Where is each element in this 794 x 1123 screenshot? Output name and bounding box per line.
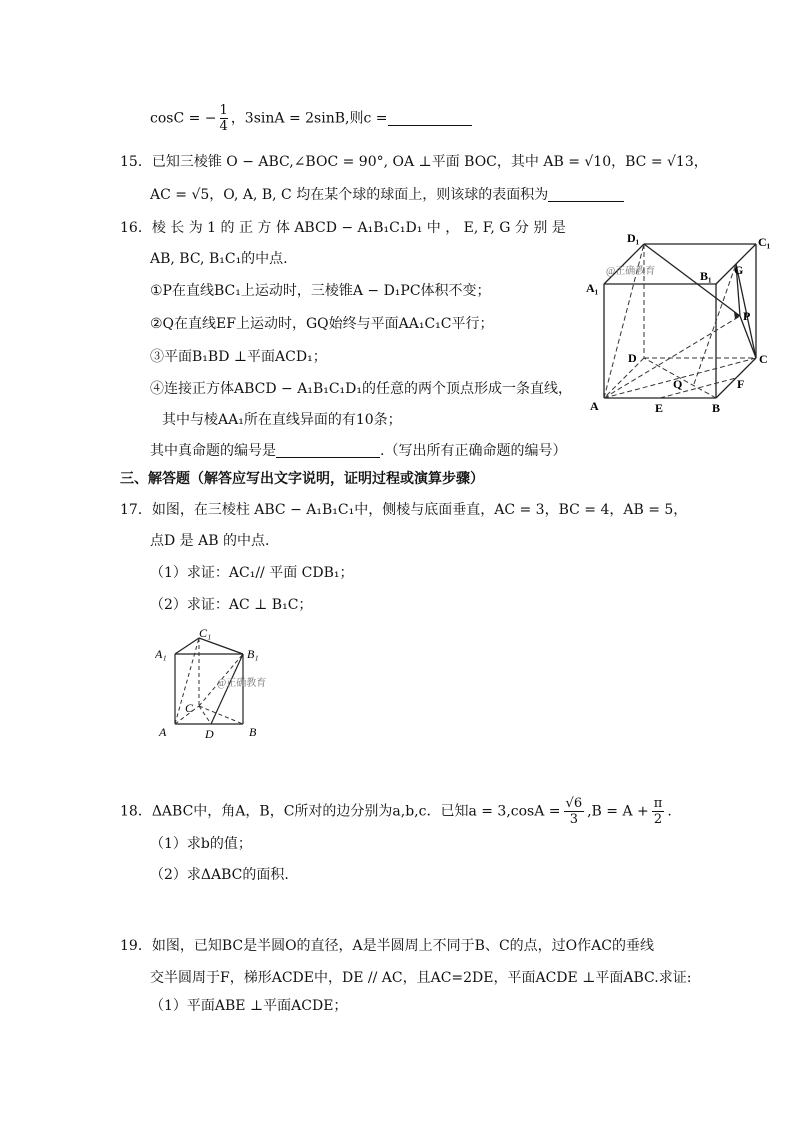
q16-statement-4b: 其中与棱AA₁所在直线异面的有10条； xyxy=(162,412,402,428)
section-3-heading: 三、解答题（解答应写出文字说明，证明过程或演算步骤） xyxy=(120,471,484,487)
q17-part-2: （2）求证：AC ⊥ B₁C； xyxy=(150,597,313,613)
q18-frac2-num: π xyxy=(653,796,663,811)
q16-question xyxy=(150,442,566,460)
q15-line-2-text: AC = √5，O, A, B, C 均在某个球的球面上，则该球的表面积为 xyxy=(150,187,549,203)
q16-question-tail: .（写出所有正确命题的编号） xyxy=(380,443,567,459)
q18-text-a: 18．ΔABC中，角A，B，C所对的边分别为a,b,c．已知a = 3,cosA = xyxy=(120,803,561,820)
q15-line-2 xyxy=(150,186,624,204)
q18-fraction-1 xyxy=(564,796,585,827)
q14-fraction xyxy=(220,103,228,134)
label-a1: A₁ xyxy=(586,281,599,295)
label-q: Q xyxy=(673,377,683,391)
label-a1: A₁ xyxy=(155,647,167,661)
q18-frac1-num: √6 xyxy=(565,796,583,811)
q14-continuation xyxy=(150,103,472,134)
label-c: C xyxy=(185,701,194,715)
label-c1: C₁ xyxy=(199,626,212,640)
label-c1: C₁ xyxy=(758,235,771,249)
label-a: A xyxy=(590,399,599,413)
prism-figure xyxy=(155,626,275,742)
q14-text-a: cosC = − xyxy=(150,110,217,127)
label-f: F xyxy=(737,377,745,391)
q17-line-2: 点D 是 AB 的中点． xyxy=(150,533,279,549)
q17-line-1: 17．如图，在三棱柱 ABC − A₁B₁C₁中，侧棱与底面垂直，AC = 3，BC = 4，AB = 5， xyxy=(120,502,688,518)
q19-part-1: （1）平面ABE ⊥平面ACDE； xyxy=(150,998,348,1014)
q16-statement-1: ①P在直线BC₁上运动时，三棱锥A − D₁PC体积不变； xyxy=(150,283,491,299)
q15-answer-blank[interactable] xyxy=(548,187,624,202)
q14-frac-den: 4 xyxy=(219,119,228,134)
label-b: B xyxy=(249,725,257,739)
label-d: D xyxy=(628,351,637,365)
prism-watermark: @正确教育 xyxy=(217,678,267,689)
q16-question-text: 其中真命题的编号是 xyxy=(150,443,276,459)
label-d1: D₁ xyxy=(627,231,640,245)
q18-fraction-2 xyxy=(652,796,665,827)
q18-text-b: ,B = A + xyxy=(587,803,649,820)
label-g: G xyxy=(734,263,744,277)
label-b1: B₁ xyxy=(247,647,259,661)
q15-line-1: 15．已知三棱锥 O − ABC,∠BOC = 90°, OA ⊥平面 BOC，其中 AB = √10，BC = √13， xyxy=(120,154,708,170)
cube-watermark: @正确教育 xyxy=(606,266,656,277)
q18-text-c: . xyxy=(667,803,672,820)
q19-line-2: 交半圆周于F，梯形ACDE中，DE // AC，且AC=2DE，平面ACDE ⊥平面ABC.求证: xyxy=(150,970,692,986)
label-a: A xyxy=(159,725,167,739)
q16-statement-2: ②Q在直线EF上运动时，GQ始终与平面AA₁C₁C平行； xyxy=(150,316,494,332)
q18-line-1 xyxy=(120,796,672,827)
label-c: C xyxy=(759,352,768,366)
label-d: D xyxy=(205,727,214,741)
q18-part-1: （1）求b的值； xyxy=(150,836,252,852)
q16-statement-3: ③平面B₁BD ⊥平面ACD₁； xyxy=(150,349,327,365)
q18-part-2: （2）求ΔABC的面积. xyxy=(150,867,289,883)
q16-answer-blank[interactable] xyxy=(276,443,380,458)
q16-statement-4a: ④连接正方体ABCD − A₁B₁C₁D₁的任意的两个顶点形成一条直线， xyxy=(150,381,573,397)
q16-line-1: 16．棱 长 为 1 的 正 方 体 ABCD − A₁B₁C₁D₁ 中 ， E, F, G 分 别 是 xyxy=(120,220,566,236)
q14-frac-num: 1 xyxy=(219,103,228,118)
q19-line-1: 19．如图，已知BC是半圆O的直径，A是半圆周上不同于B、C的点，过O作AC的垂线 xyxy=(120,938,654,954)
q17-part-1: （1）求证：AC₁// 平面 CDB₁； xyxy=(150,565,354,581)
q18-frac1-den: 3 xyxy=(569,812,578,827)
q16-line-2: AB, BC, B₁C₁的中点. xyxy=(150,251,288,267)
q14-text-b: ，3sinA = 2sinB,则c = xyxy=(230,110,388,127)
q18-frac2-den: 2 xyxy=(653,812,663,827)
label-b: B xyxy=(712,401,721,415)
label-p: P xyxy=(743,309,751,323)
label-b1: B₁ xyxy=(700,269,712,283)
q14-answer-blank[interactable] xyxy=(388,111,472,126)
cube-figure xyxy=(582,226,782,420)
label-e: E xyxy=(655,401,664,415)
